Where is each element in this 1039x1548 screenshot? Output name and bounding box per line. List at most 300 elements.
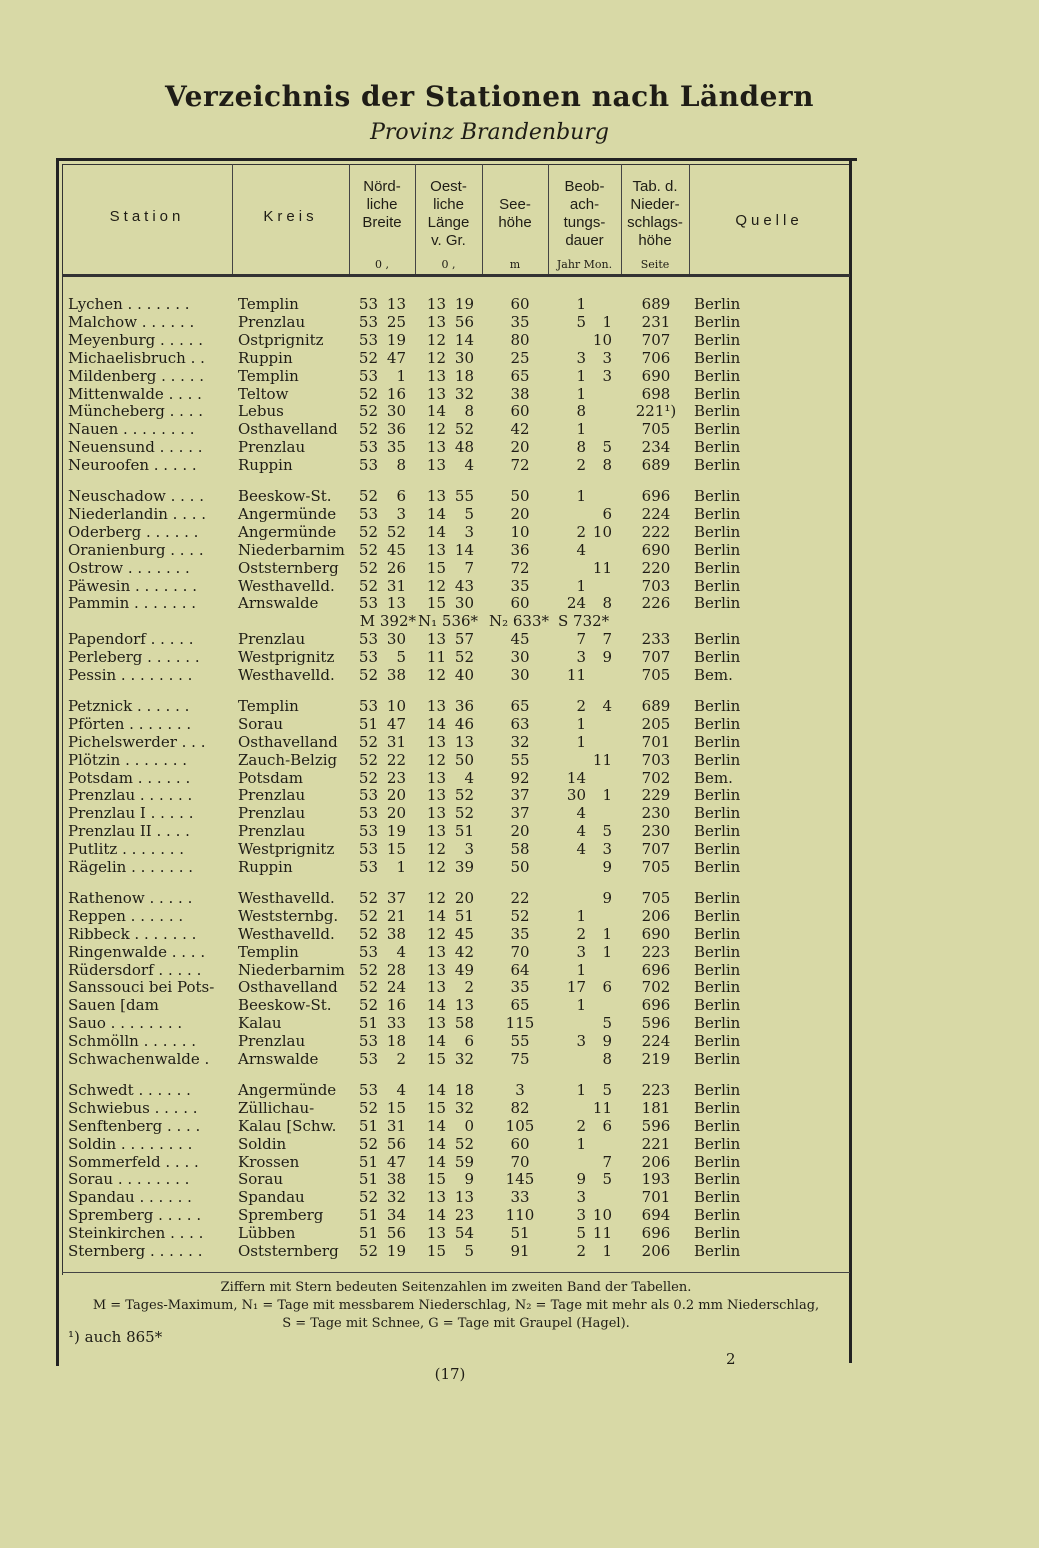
cell-breite-minutes: 31	[386, 1116, 406, 1135]
cell-station: Soldin . . . . . . . .	[68, 1134, 193, 1153]
cell-jahre: 9	[576, 1170, 586, 1189]
cell-jahre: 2	[576, 1242, 586, 1260]
cell-quelle: Berlin	[694, 630, 741, 649]
cell-monate: 5	[602, 1014, 612, 1033]
cell-laenge-degrees: 12	[426, 840, 446, 859]
cell-seehoehe: 60	[510, 402, 530, 421]
cell-breite-minutes: 13	[386, 295, 406, 313]
cell-station: Rägelin . . . . . . .	[68, 858, 194, 876]
cell-kreis: Prenzlau	[238, 312, 306, 331]
cell-laenge-degrees: 15	[426, 1050, 446, 1068]
cell-monate: 9	[602, 1032, 612, 1051]
cell-quelle: Berlin	[694, 786, 741, 805]
footnote-line: Ziffern mit Stern bedeuten Seitenzahlen im zweiten Band der Tabellen.	[220, 1280, 692, 1295]
cell-jahre: 1	[576, 1134, 586, 1153]
cell-seehoehe: 35	[510, 924, 530, 943]
cell-seite: 702	[641, 768, 671, 787]
cell-breite-degrees: 52	[358, 960, 378, 979]
cell-kreis: Arnswalde	[238, 1050, 319, 1068]
table-row	[62, 1188, 852, 1206]
cell-laenge-degrees: 13	[426, 487, 446, 505]
cell-laenge-degrees: 14	[426, 714, 446, 733]
table-row	[62, 786, 852, 804]
cell-breite-degrees: 53	[358, 1032, 378, 1051]
cell-jahre: 14	[566, 768, 586, 787]
cell-monate: 8	[602, 594, 612, 613]
cell-seite: 223	[641, 942, 671, 961]
cell-quelle: Berlin	[694, 456, 741, 475]
cell-kreis: Teltow	[238, 384, 289, 403]
table-row	[62, 648, 852, 666]
cell-seite: 231	[641, 312, 671, 331]
cell-laenge-minutes: 36	[454, 696, 474, 715]
cell-kreis: Westhavelld.	[238, 888, 335, 907]
cell-seehoehe: 33	[510, 1188, 530, 1207]
cell-breite-degrees: 51	[358, 1170, 378, 1189]
cell-station: Päwesin . . . . . . .	[68, 576, 197, 595]
cell-laenge-degrees: 13	[426, 696, 446, 715]
cell-jahre: 30	[566, 786, 586, 805]
cell-seehoehe: 37	[510, 786, 530, 805]
cell-seite: 703	[641, 576, 671, 595]
cell-breite-degrees: 53	[358, 366, 378, 385]
cell-quelle: Berlin	[694, 822, 741, 841]
cell-jahre: 7	[576, 630, 586, 649]
cell-breite-minutes: 38	[386, 924, 406, 943]
cell-laenge-minutes: 39	[454, 858, 474, 876]
cell-kreis: Oststernberg	[238, 1242, 339, 1260]
cell-monate: 3	[602, 348, 612, 367]
cell-monate: 8	[602, 1050, 612, 1068]
cell-laenge-minutes: 46	[454, 714, 474, 733]
cell-kreis: Osthavelland	[238, 978, 338, 997]
cell-kreis: Züllichau-	[238, 1098, 315, 1117]
cell-breite-degrees: 52	[358, 924, 378, 943]
cell-seite: 689	[641, 295, 671, 313]
cell-breite-minutes: 4	[396, 942, 406, 961]
table-row	[62, 697, 852, 715]
header-tabelle: Tab. d. Nieder- schlags- höhe	[627, 178, 683, 249]
cell-seite: 224	[641, 1032, 671, 1051]
cell-station: Schwiebus . . . . .	[68, 1098, 198, 1117]
cell-laenge-degrees: 13	[426, 456, 446, 475]
cell-quelle: Berlin	[694, 540, 741, 559]
table-row	[62, 943, 852, 961]
cell-seite: 181	[641, 1098, 671, 1117]
cell-laenge-minutes: 13	[454, 996, 474, 1015]
cell-seite: 234	[641, 438, 671, 457]
cell-kreis: Arnswalde	[238, 594, 319, 613]
table-row	[62, 907, 852, 925]
table-row	[62, 349, 852, 367]
cell-seehoehe: 36	[510, 540, 530, 559]
cell-laenge-minutes: 20	[454, 888, 474, 907]
cell-seite: 206	[641, 906, 671, 925]
cell-breite-degrees: 53	[358, 312, 378, 331]
cell-station: Lychen . . . . . . .	[68, 295, 190, 313]
cell-seite: 689	[641, 456, 671, 475]
cell-quelle: Berlin	[694, 384, 741, 403]
cell-monate: 6	[602, 504, 612, 523]
unit-breite: 0 ,	[375, 258, 389, 271]
cell-breite-degrees: 52	[358, 888, 378, 907]
header-quelle: Quelle	[735, 212, 803, 229]
cell-station: Müncheberg . . . .	[68, 402, 204, 421]
cell-laenge-minutes: 2	[464, 978, 474, 997]
cell-laenge-minutes: 18	[454, 366, 474, 385]
cell-breite-minutes: 20	[386, 786, 406, 805]
cell-laenge-minutes: 52	[454, 420, 474, 439]
cell-laenge-degrees: 13	[426, 822, 446, 841]
cell-kreis: Templin	[238, 366, 299, 385]
cell-seite: 690	[641, 924, 671, 943]
cell-breite-minutes: 2	[396, 1050, 406, 1068]
cell-seehoehe: N₂ 633*	[488, 612, 550, 631]
table-row	[62, 1135, 852, 1153]
sheet-number: 2	[726, 1350, 736, 1368]
cell-station: Pichelswerder . . .	[68, 732, 206, 751]
cell-laenge-minutes: 51	[454, 822, 474, 841]
cell-seehoehe: 91	[510, 1242, 530, 1260]
cell-laenge-minutes: 42	[454, 942, 474, 961]
cell-seehoehe: 37	[510, 804, 530, 823]
cell-quelle: Berlin	[694, 576, 741, 595]
cell-laenge-minutes: 55	[454, 487, 474, 505]
cell-monate: 11	[592, 750, 612, 769]
cell-breite-minutes: 8	[396, 456, 406, 475]
cell-laenge-minutes: 9	[464, 1170, 474, 1189]
cell-monate: 1	[602, 786, 612, 805]
cell-breite-minutes: 35	[386, 438, 406, 457]
cell-breite-degrees: 53	[358, 786, 378, 805]
cell-breite-minutes: 15	[386, 840, 406, 859]
table-row	[62, 1050, 852, 1068]
cell-laenge-minutes: 49	[454, 960, 474, 979]
cell-monate: 6	[602, 1116, 612, 1135]
cell-station: Papendorf . . . . .	[68, 630, 194, 649]
cell-laenge-minutes: 48	[454, 438, 474, 457]
cell-kreis: Zauch-Belzig	[238, 750, 338, 769]
cell-laenge-degrees: 14	[426, 402, 446, 421]
cell-breite-minutes: 52	[386, 522, 406, 541]
cell-seehoehe: 60	[510, 295, 530, 313]
cell-monate: 9	[602, 858, 612, 876]
cell-jahre: 3	[576, 648, 586, 667]
cell-laenge-degrees: 14	[426, 1116, 446, 1135]
cell-jahre: 1	[576, 366, 586, 385]
cell-laenge-minutes: 5	[464, 504, 474, 523]
cell-quelle: Berlin	[694, 696, 741, 715]
cell-laenge-degrees: 14	[426, 522, 446, 541]
unit-tabelle: Seite	[640, 258, 670, 271]
cell-station: Potsdam . . . . . .	[68, 768, 191, 787]
cell-seehoehe: 51	[510, 1224, 530, 1243]
table-row	[62, 1081, 852, 1099]
cell-seite: 226	[641, 594, 671, 613]
cell-seite: 705	[641, 888, 671, 907]
cell-station: Ostrow . . . . . . .	[68, 558, 190, 577]
cell-laenge-minutes: 50	[454, 750, 474, 769]
cell-laenge-degrees: 14	[426, 504, 446, 523]
cell-laenge-minutes: 18	[454, 1080, 474, 1099]
cell-station: Reppen . . . . . .	[68, 906, 184, 925]
cell-station: Spremberg . . . . .	[68, 1206, 202, 1225]
cell-seite: 230	[641, 822, 671, 841]
cell-laenge-degrees: 15	[426, 1242, 446, 1260]
cell-kreis: Westhavelld.	[238, 576, 335, 595]
cell-seehoehe: 35	[510, 576, 530, 595]
cell-seehoehe: 20	[510, 438, 530, 457]
cell-seehoehe: 20	[510, 504, 530, 523]
cell-quelle: Bem.	[694, 666, 733, 684]
cell-quelle: Berlin	[694, 1050, 741, 1068]
cell-laenge-degrees: 12	[426, 576, 446, 595]
cell-laenge-minutes: 14	[454, 330, 474, 349]
cell-quelle: Berlin	[694, 714, 741, 733]
cell-breite-degrees: 53	[358, 1080, 378, 1099]
cell-laenge-degrees: 13	[426, 438, 446, 457]
cell-quelle: Berlin	[694, 858, 741, 876]
cell-seehoehe: 63	[510, 714, 530, 733]
cell-breite-minutes: 37	[386, 888, 406, 907]
cell-breite-degrees: 52	[358, 420, 378, 439]
cell-jahre: 3	[576, 1188, 586, 1207]
cell-laenge-degrees: 12	[426, 666, 446, 684]
cell-seite: 222	[641, 522, 671, 541]
cell-laenge-degrees: 14	[426, 1134, 446, 1153]
cell-laenge-minutes: 52	[454, 648, 474, 667]
cell-station: Ringenwalde . . . .	[68, 942, 206, 961]
cell-laenge-degrees: 12	[426, 348, 446, 367]
cell-seehoehe: 145	[505, 1170, 535, 1189]
page-title: Verzeichnis der Stationen nach Ländern	[164, 80, 815, 113]
cell-breite-degrees: 52	[358, 384, 378, 403]
cell-laenge-degrees: 15	[426, 558, 446, 577]
table-row	[62, 295, 852, 313]
cell-station: Sauen [dam	[68, 996, 159, 1015]
cell-seehoehe: 50	[510, 487, 530, 505]
cell-station: Meyenburg . . . . .	[68, 330, 203, 349]
cell-quelle: Berlin	[694, 348, 741, 367]
cell-kreis: Ruppin	[238, 456, 293, 475]
cell-station: Steinkirchen . . . .	[68, 1224, 204, 1243]
cell-laenge-degrees: 15	[426, 1098, 446, 1117]
cell-seite: 206	[641, 1152, 671, 1171]
cell-seite: 193	[641, 1170, 671, 1189]
cell-breite-minutes: 23	[386, 768, 406, 787]
cell-seite: 707	[641, 330, 671, 349]
cell-seehoehe: 10	[510, 522, 530, 541]
header-breite: Nörd- liche Breite	[362, 178, 402, 231]
cell-seehoehe: 60	[510, 594, 530, 613]
cell-breite-degrees: 52	[358, 666, 378, 684]
cell-seehoehe: 75	[510, 1050, 530, 1068]
cell-breite-minutes: 56	[386, 1224, 406, 1243]
cell-seehoehe: 30	[510, 666, 530, 684]
cell-breite-degrees: 53	[358, 438, 378, 457]
cell-breite-degrees: 53	[358, 822, 378, 841]
cell-breite-degrees: 52	[358, 906, 378, 925]
cell-laenge-minutes: 30	[454, 594, 474, 613]
cell-seehoehe: 82	[510, 1098, 530, 1117]
cell-kreis: Angermünde	[238, 522, 337, 541]
cell-breite-minutes: 1	[396, 858, 406, 876]
cell-station: Spandau . . . . . .	[68, 1188, 192, 1207]
cell-breite-degrees: 51	[358, 714, 378, 733]
cell-kreis: Westprignitz	[238, 648, 335, 667]
cell-laenge-degrees: 14	[426, 996, 446, 1015]
cell-breite-degrees: 52	[358, 1242, 378, 1260]
cell-laenge-degrees: 13	[426, 295, 446, 313]
cell-station: Prenzlau I . . . . .	[68, 804, 194, 823]
cell-station: Mittenwalde . . . .	[68, 384, 202, 403]
table-row	[62, 559, 852, 577]
cell-kreis: Beeskow-St.	[238, 996, 332, 1015]
cell-breite-minutes: 10	[386, 696, 406, 715]
table-row	[62, 1014, 852, 1032]
cell-laenge-degrees: 13	[426, 366, 446, 385]
cell-seehoehe: 3	[515, 1080, 525, 1099]
cell-breite-minutes: 47	[386, 348, 406, 367]
cell-quelle: Berlin	[694, 888, 741, 907]
cell-quelle: Berlin	[694, 996, 741, 1015]
cell-jahre: 2	[576, 522, 586, 541]
cell-seehoehe: 55	[510, 1032, 530, 1051]
cell-breite-degrees: 53	[358, 456, 378, 475]
cell-seehoehe: 70	[510, 942, 530, 961]
cell-seehoehe: 30	[510, 648, 530, 667]
cell-kreis: Templin	[238, 295, 299, 313]
cell-breite-minutes: 56	[386, 1134, 406, 1153]
cell-quelle: Berlin	[694, 330, 741, 349]
cell-breite-minutes: 30	[386, 630, 406, 649]
cell-station: Sorau . . . . . . . .	[68, 1170, 190, 1189]
cell-station: Schmölln . . . . . .	[68, 1032, 197, 1051]
cell-jahre: 5	[576, 312, 586, 331]
cell-breite-degrees: 52	[358, 487, 378, 505]
cell-laenge-minutes: 32	[454, 1098, 474, 1117]
cell-jahre: 24	[566, 594, 586, 613]
cell-breite-degrees: 53	[358, 648, 378, 667]
table-row	[62, 1117, 852, 1135]
cell-quelle: Berlin	[694, 648, 741, 667]
cell-jahre: 3	[576, 348, 586, 367]
cell-laenge-degrees: 15	[426, 1170, 446, 1189]
cell-jahre: 1	[576, 576, 586, 595]
cell-seehoehe: 52	[510, 906, 530, 925]
cell-quelle: Berlin	[694, 978, 741, 997]
cell-quelle: Berlin	[694, 504, 741, 523]
cell-station: Putlitz . . . . . . .	[68, 840, 185, 859]
cell-laenge-minutes: 5	[464, 1242, 474, 1260]
cell-station: Pessin . . . . . . . .	[68, 666, 193, 684]
table-row	[62, 630, 852, 648]
table-row	[62, 577, 852, 595]
cell-seehoehe: 65	[510, 366, 530, 385]
cell-laenge-minutes: 56	[454, 312, 474, 331]
cell-station: Schwedt . . . . . .	[68, 1080, 191, 1099]
table-row	[62, 840, 852, 858]
cell-breite-degrees: 53	[358, 696, 378, 715]
cell-seite: 229	[641, 786, 671, 805]
cell-jahre: 2	[576, 696, 586, 715]
cell-station: Plötzin . . . . . . .	[68, 750, 188, 769]
cell-monate: 11	[592, 558, 612, 577]
cell-seite: 707	[641, 840, 671, 859]
cell-kreis: Templin	[238, 696, 299, 715]
table-row	[62, 1153, 852, 1171]
cell-breite-degrees: 52	[358, 1188, 378, 1207]
table-row	[62, 822, 852, 840]
table-row	[62, 925, 852, 943]
cell-breite-minutes: 19	[386, 1242, 406, 1260]
cell-kreis: Kalau	[238, 1014, 282, 1033]
cell-laenge-degrees: 14	[426, 1152, 446, 1171]
cell-seehoehe: 50	[510, 858, 530, 876]
cell-quelle: Berlin	[694, 1134, 741, 1153]
table-row	[62, 1242, 852, 1260]
cell-seite: 696	[641, 1224, 671, 1243]
cell-seite: 694	[641, 1206, 671, 1225]
cell-laenge-minutes: 13	[454, 1188, 474, 1207]
cell-kreis: Spremberg	[238, 1206, 324, 1225]
cell-laenge-degrees: 13	[426, 1014, 446, 1033]
cell-quelle: Berlin	[694, 906, 741, 925]
cell-station: Sauo . . . . . . . .	[68, 1014, 183, 1033]
cell-breite-degrees: 51	[358, 1206, 378, 1225]
table-row	[62, 420, 852, 438]
cell-seite: 596	[641, 1116, 671, 1135]
cell-monate: 10	[592, 1206, 612, 1225]
cell-breite-degrees: 53	[358, 630, 378, 649]
cell-laenge-degrees: 13	[426, 942, 446, 961]
cell-breite-degrees: 51	[358, 1014, 378, 1033]
cell-laenge-degrees: 13	[426, 1224, 446, 1243]
cell-breite-minutes: 26	[386, 558, 406, 577]
cell-kreis: Prenzlau	[238, 804, 306, 823]
cell-jahre: 1	[576, 960, 586, 979]
cell-laenge-degrees: 12	[426, 750, 446, 769]
cell-quelle: Berlin	[694, 366, 741, 385]
cell-quelle: Berlin	[694, 960, 741, 979]
cell-kreis: Niederbarnim	[238, 540, 345, 559]
cell-seite: 220	[641, 558, 671, 577]
cell-seite: 703	[641, 750, 671, 769]
cell-laenge-minutes: 32	[454, 1050, 474, 1068]
cell-seite: 705	[641, 420, 671, 439]
cell-seite: 206	[641, 1242, 671, 1260]
cell-quelle: Bem.	[694, 768, 733, 787]
cell-laenge-degrees: 14	[426, 1080, 446, 1099]
cell-breite-degrees: 52	[358, 996, 378, 1015]
cell-quelle: Berlin	[694, 1242, 741, 1260]
footnote-mark-note: ¹) auch 865*	[68, 1328, 163, 1346]
cell-seite: 698	[641, 384, 671, 403]
cell-laenge-minutes: 54	[454, 1224, 474, 1243]
cell-breite-minutes: 1	[396, 366, 406, 385]
cell-breite-degrees: 52	[358, 1098, 378, 1117]
cell-station: Oranienburg . . . .	[68, 540, 204, 559]
cell-laenge-minutes: 8	[464, 402, 474, 421]
table-row	[62, 1206, 852, 1224]
cell-laenge-degrees: 13	[426, 540, 446, 559]
cell-quelle: Berlin	[694, 942, 741, 961]
cell-seite: 690	[641, 540, 671, 559]
cell-monate: 7	[602, 1152, 612, 1171]
table-row	[62, 1032, 852, 1050]
cell-breite-minutes: 16	[386, 384, 406, 403]
cell-jahre: 1	[576, 732, 586, 751]
